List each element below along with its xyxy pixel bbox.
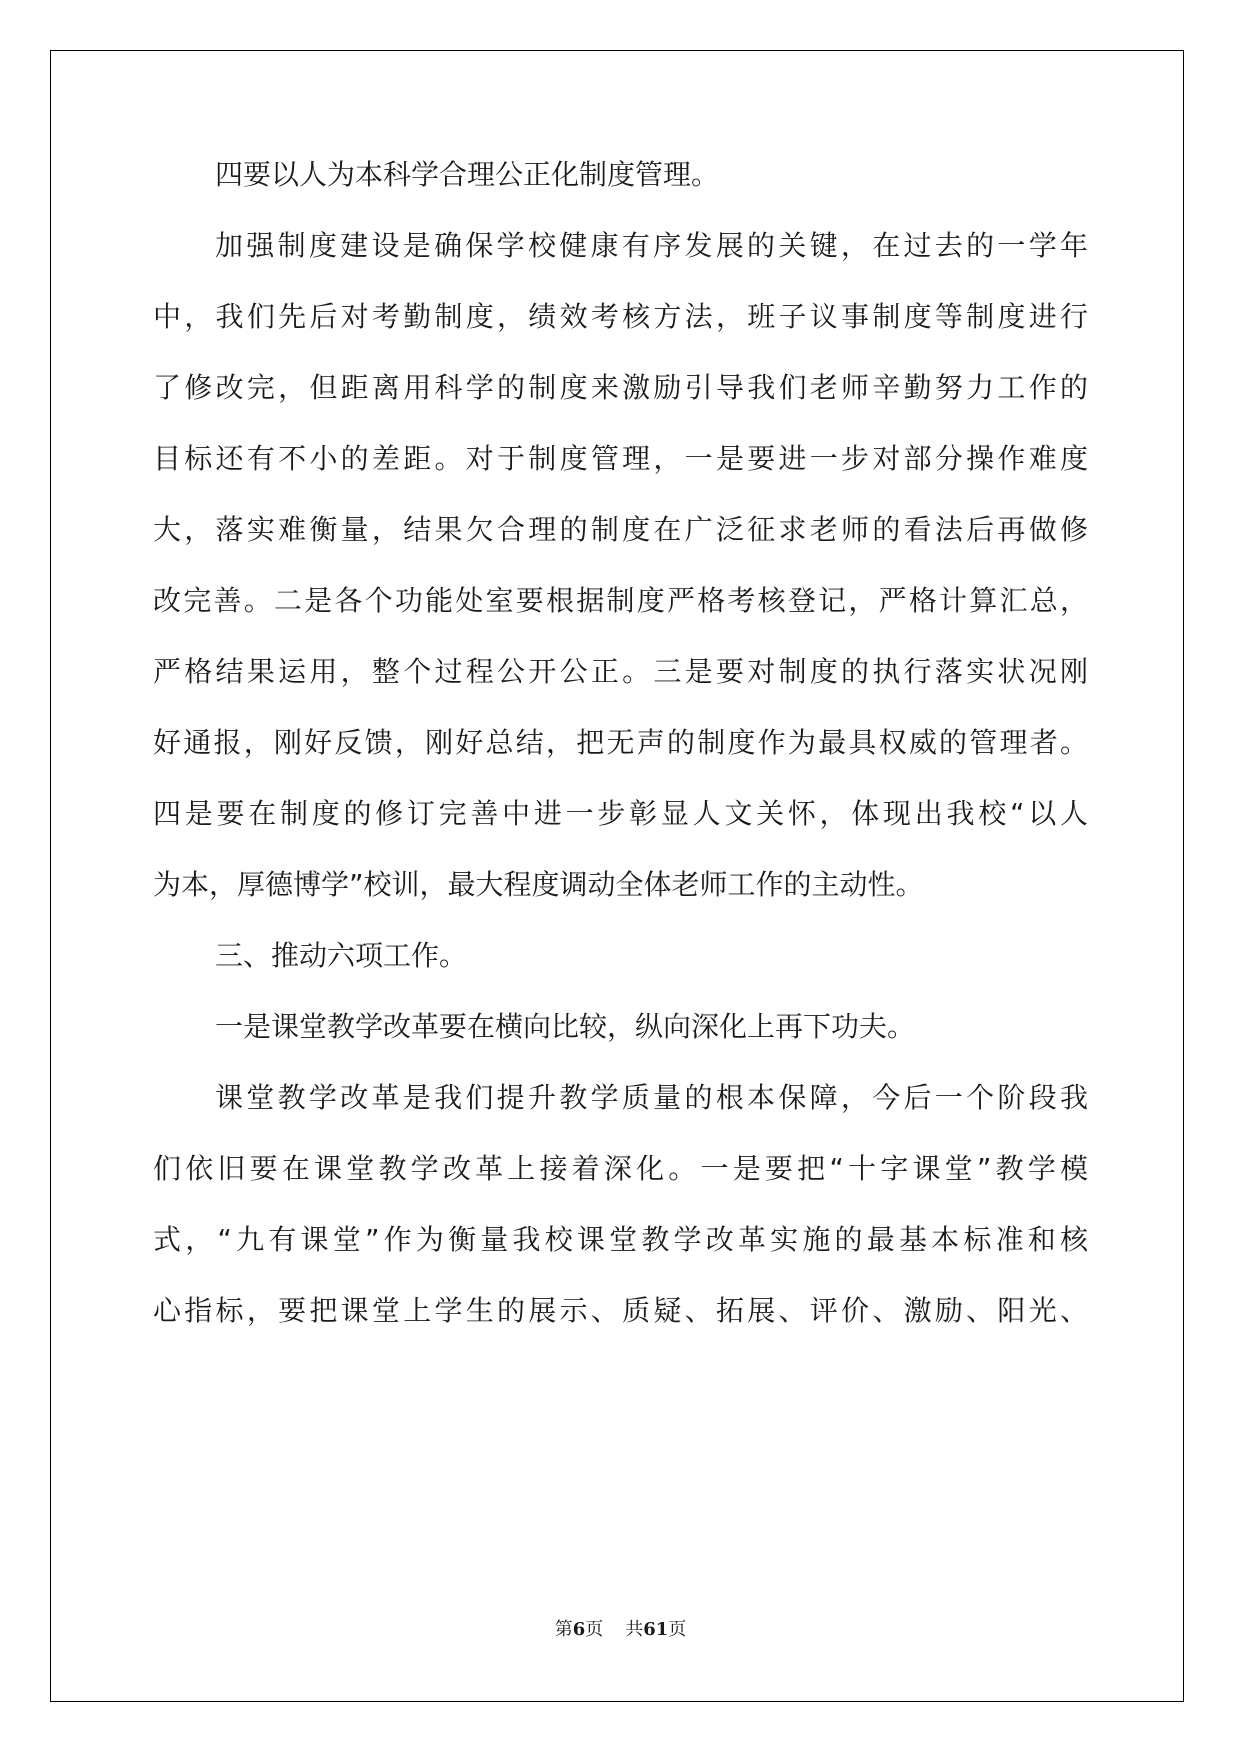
paragraph-line: 们依旧要在课堂教学改革上接着深化。一是要把“十字课堂”教学模 — [153, 1152, 1088, 1185]
footer-prefix: 第 — [554, 1619, 573, 1640]
paragraph-line: 式，“九有课堂”作为衡量我校课堂教学改革实施的最基本标准和核 — [153, 1223, 1088, 1256]
section-heading: 三、推动六项工作。 — [215, 939, 468, 972]
paragraph-line: 目标还有不小的差距。对于制度管理，一是要进一步对部分操作难度 — [153, 442, 1088, 475]
paragraph-line: 为本，厚德博学”校训，最大程度调动全体老师工作的主动性。 — [153, 868, 924, 901]
paragraph-line: 改完善。二是各个功能处室要根据制度严格考核登记，严格计算汇总， — [153, 584, 1088, 617]
paragraph-line: 四要以人为本科学合理公正化制度管理。 — [215, 158, 720, 191]
total-pages: 61 — [643, 1619, 669, 1640]
paragraph-line: 了修改完，但距离用科学的制度来激励引导我们老师辛勤努力工作的 — [153, 371, 1088, 404]
paragraph-line: 加强制度建设是确保学校健康有序发展的关键，在过去的一学年 — [215, 229, 1088, 262]
paragraph-line: 心指标，要把课堂上学生的展示、质疑、拓展、评价、激励、阳光、 — [153, 1294, 1088, 1327]
footer-total-prefix: 共 — [625, 1619, 644, 1640]
paragraph-line: 四是要在制度的修订完善中进一步彰显人文关怀，体现出我校“以人 — [153, 797, 1088, 830]
footer-total-suffix: 页 — [668, 1619, 687, 1640]
paragraph-line: 一是课堂教学改革要在横向比较，纵向深化上再下功夫。 — [215, 1010, 916, 1043]
page-number: 6 — [572, 1619, 586, 1640]
paragraph-line: 中，我们先后对考勤制度，绩效考核方法，班子议事制度等制度进行 — [153, 300, 1088, 333]
paragraph-line: 课堂教学改革是我们提升教学质量的根本保障，今后一个阶段我 — [215, 1081, 1088, 1114]
paragraph-line: 严格结果运用，整个过程公开公正。三是要对制度的执行落实状况刚 — [153, 655, 1088, 688]
paragraph-line: 好通报，刚好反馈，刚好总结，把无声的制度作为最具权威的管理者。 — [153, 726, 1088, 759]
page-footer — [0, 1618, 1241, 1642]
footer-page-suffix: 页 — [585, 1619, 604, 1640]
paragraph-line: 大，落实难衡量，结果欠合理的制度在广泛征求老师的看法后再做修 — [153, 513, 1088, 546]
